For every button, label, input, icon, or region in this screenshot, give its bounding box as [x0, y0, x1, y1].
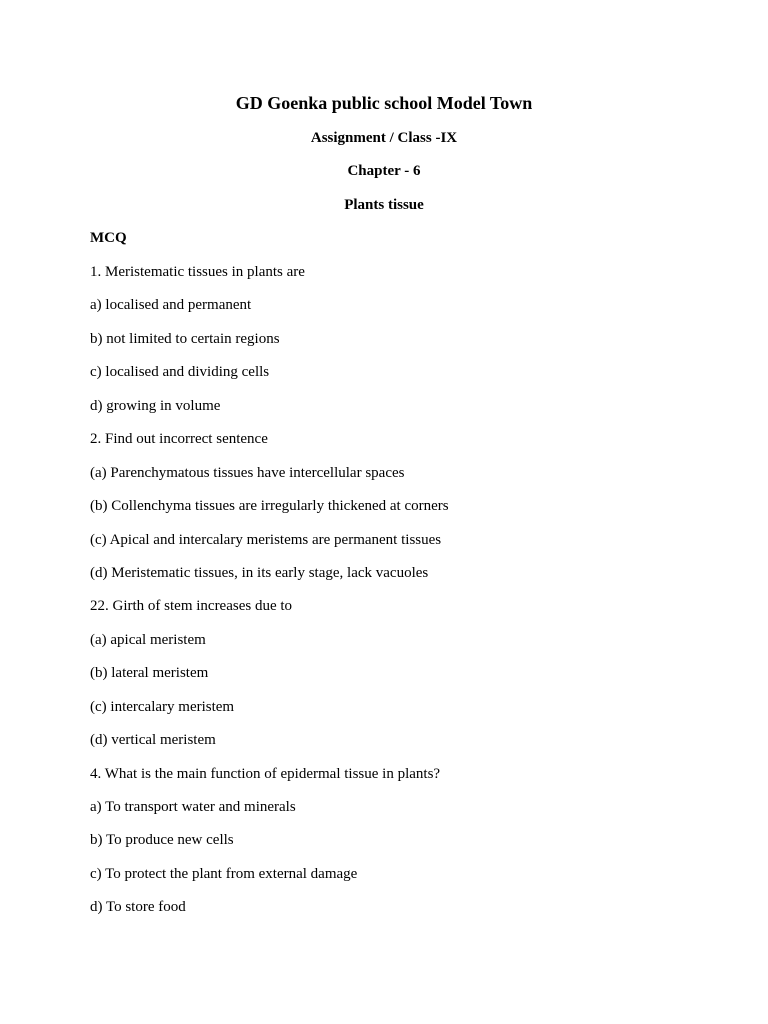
answer-option: (a) Parenchymatous tissues have intercellular spaces: [90, 464, 405, 481]
answer-option: (b) Collenchyma tissues are irregularly thickened at corners: [90, 498, 449, 515]
answer-option: (a) apical meristem: [90, 631, 206, 648]
school-title: GD Goenka public school Model Town: [235, 93, 533, 113]
question-text: 2. Find out incorrect sentence: [90, 431, 268, 448]
answer-option: (d) vertical meristem: [90, 732, 216, 749]
assignment-heading: Assignment / Class -IX: [310, 130, 458, 146]
answer-option: (d) Meristematic tissues, in its early stage, lack vacuoles: [90, 564, 429, 581]
answer-option: c) localised and dividing cells: [90, 364, 270, 381]
section-label: MCQ: [90, 230, 127, 246]
question-text: 4. What is the main function of epidermal tissue in plants?: [90, 765, 441, 782]
answer-option: c) To protect the plant from external damage: [90, 865, 358, 882]
answer-option: a) To transport water and minerals: [90, 799, 296, 815]
answer-option: (c) Apical and intercalary meristems are permanent tissues: [90, 531, 442, 548]
answer-option: (b) lateral meristem: [90, 665, 209, 682]
answer-option: (c) intercalary meristem: [90, 698, 235, 715]
answer-option: d) To store food: [90, 899, 186, 916]
question-text: 1. Meristematic tissues in plants are: [90, 264, 305, 280]
chapter-heading: Chapter - 6: [347, 163, 421, 179]
answer-option: b) To produce new cells: [90, 832, 234, 849]
answer-option: a) localised and permanent: [90, 297, 252, 314]
question-text: 22. Girth of stem increases due to: [90, 598, 293, 615]
question-list: [90, 263, 710, 932]
topic-heading: Plants tissue: [344, 197, 424, 213]
answer-option: d) growing in volume: [90, 397, 221, 414]
answer-option: b) not limited to certain regions: [90, 330, 280, 347]
